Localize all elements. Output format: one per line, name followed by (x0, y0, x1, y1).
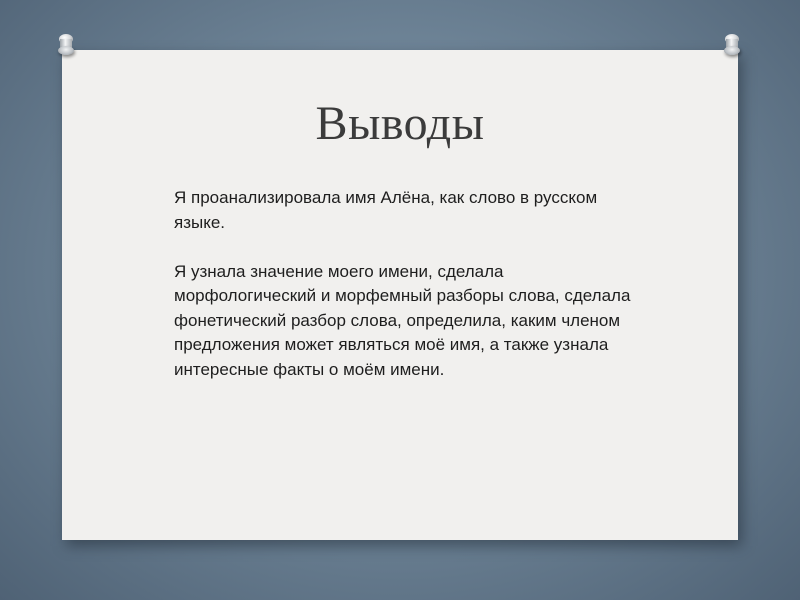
slide-content (174, 186, 644, 382)
paragraph-2: Я узнала значение моего имени, сделала морфологический и морфемный разборы слова, сделала фонетический разбор слова, определила, каким членом предложения может являться моё имя, а также узнала интересные факты о моём имени. (174, 261, 631, 379)
pushpin-base (58, 46, 74, 55)
paragraph-1: Я проанализировала имя Алёна, как слово в русском языке. (174, 188, 598, 232)
right-pushpin-icon (724, 34, 740, 56)
slide-title: Выводы (315, 97, 485, 150)
left-pushpin-icon (58, 34, 74, 56)
pushpin-base (724, 46, 740, 55)
